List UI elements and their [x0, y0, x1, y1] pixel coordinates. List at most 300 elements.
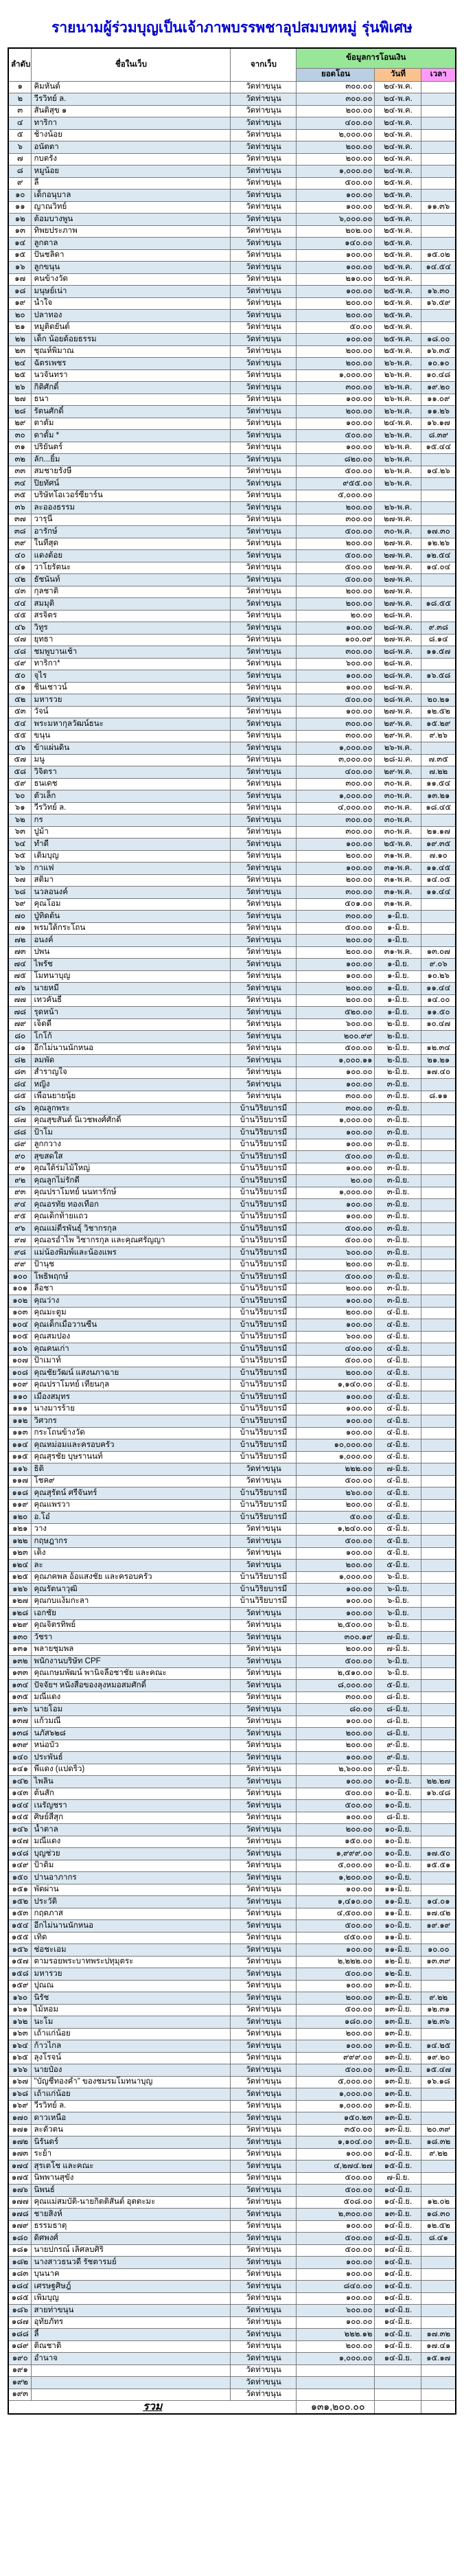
from-web-cell: วัดท่าขนุน — [231, 2364, 297, 2377]
from-web-cell: วัดท่าขนุน — [231, 1560, 297, 1572]
name-cell: นวจันทรา — [32, 369, 231, 382]
from-web-cell: วัดท่าขนุน — [231, 1523, 297, 1536]
row-index-cell: ๑๔๙ — [8, 1860, 32, 1872]
table-row — [8, 766, 456, 779]
from-web-cell: บ้านวิริยบารมี — [231, 1595, 297, 1608]
date-cell: ๓-มิ.ย. — [375, 1163, 421, 1175]
row-index-cell: ๑๔๔ — [8, 1800, 32, 1812]
row-index-cell: ๑๑๖ — [8, 1463, 32, 1476]
amount-cell: ๖๐๐.๐๐ — [297, 2305, 375, 2317]
from-web-cell: บ้านวิริยบารมี — [231, 1211, 297, 1223]
name-cell: คุณรัตนาวุฒิ — [32, 1584, 231, 1596]
amount-cell: ๕๐๐.๐๐ — [297, 1475, 375, 1488]
time-cell — [421, 273, 456, 286]
date-cell: ๓๑-พ.ค. — [375, 874, 421, 887]
row-index-cell: ๑๗ — [8, 273, 32, 286]
from-web-cell: วัดท่าขนุน — [231, 382, 297, 394]
time-cell — [421, 1295, 456, 1308]
name-cell: ประพันธ์ — [32, 1752, 231, 1764]
date-cell: ๒๔-พ.ค. — [375, 141, 421, 154]
table-row — [8, 1427, 456, 1439]
date-cell: ๒๕-พ.ค. — [375, 177, 421, 190]
table-row — [8, 1812, 456, 1824]
time-cell — [421, 1632, 456, 1644]
table-row — [8, 2281, 456, 2293]
row-index-cell: ๑๖๒ — [8, 2016, 32, 2029]
name-cell: คิมหันต์ — [32, 81, 231, 93]
time-cell — [421, 1115, 456, 1127]
table-row — [8, 598, 456, 611]
amount-cell: ๓๐๐.๐๐ — [297, 778, 375, 790]
row-index-cell: ๗๐ — [8, 911, 32, 923]
from-web-cell: วัดท่าขนุน — [231, 1776, 297, 1788]
from-web-cell: วัดท่าขนุน — [231, 214, 297, 226]
row-index-cell: ๒๘ — [8, 406, 32, 418]
from-web-cell: วัดท่าขนุน — [231, 93, 297, 106]
date-cell: ๕-มิ.ย. — [375, 1560, 421, 1572]
name-cell: ละตัวตน — [32, 2124, 231, 2136]
row-index-cell: ๑๑๒ — [8, 1415, 32, 1428]
row-index-cell: ๑๘๖ — [8, 2305, 32, 2317]
amount-cell: ๒๐.๐๐ — [297, 610, 375, 622]
table-row — [8, 2305, 456, 2317]
row-index-cell: ๕๖ — [8, 742, 32, 755]
row-index-cell: ๑๒๒ — [8, 1536, 32, 1548]
time-cell — [421, 1319, 456, 1332]
time-cell: ๑๘.๕๕ — [421, 598, 456, 611]
table-row — [8, 1740, 456, 1752]
amount-cell: ๓๐๐.๐๐ — [297, 887, 375, 899]
date-cell: ๒๕-พ.ค. — [375, 839, 421, 851]
from-web-cell: วัดท่าขนุน — [231, 1680, 297, 1692]
from-web-cell: วัดท่าขนุน — [231, 2257, 297, 2269]
from-web-cell: วัดท่าขนุน — [231, 2377, 297, 2389]
date-cell: ๓-มิ.ย. — [375, 1235, 421, 1247]
date-cell: ๒๖-พ.ค. — [375, 454, 421, 466]
name-cell: วัจน์ — [32, 706, 231, 718]
amount-cell: ๑๐๐.๐๐ — [297, 622, 375, 635]
time-cell — [421, 117, 456, 130]
date-cell: ๒๖-พ.ค. — [375, 382, 421, 394]
from-web-cell: วัดท่าขนุน — [231, 2148, 297, 2161]
from-web-cell: วัดท่าขนุน — [231, 1704, 297, 1716]
name-cell: ป้าเมาท์ — [32, 1355, 231, 1367]
row-index-cell: ๘๘ — [8, 1127, 32, 1139]
from-web-cell: บ้านวิริยบารมี — [231, 1512, 297, 1524]
date-cell: ๒๙-พ.ค. — [375, 766, 421, 779]
date-cell: ๑๔-มิ.ย. — [375, 2292, 421, 2305]
name-cell: นภัส๖๒๘ — [32, 1728, 231, 1740]
date-cell: ๖-มิ.ย. — [375, 1656, 421, 1668]
date-cell: ๑-มิ.ย. — [375, 983, 421, 995]
name-cell: ปพน — [32, 946, 231, 959]
amount-cell: ๓๕๐.๐๐ — [297, 2124, 375, 2136]
name-cell: ตามรอยพระบาทพระปทุมุตระ — [32, 1956, 231, 1968]
row-index-cell: ๑๕๒ — [8, 1896, 32, 1908]
time-cell: ๑๙.๒๐ — [421, 382, 456, 394]
date-cell: ๓-มิ.ย. — [375, 1103, 421, 1115]
date-cell: ๑-มิ.ย. — [375, 911, 421, 923]
row-index-cell: ๑๘๘ — [8, 2329, 32, 2341]
table-row — [8, 550, 456, 562]
row-index-cell: ๑๗๘ — [8, 2209, 32, 2221]
time-cell: ๑๗.๔๐ — [421, 1067, 456, 1079]
name-cell: ในที่สุด — [32, 538, 231, 550]
table-row — [8, 1619, 456, 1632]
name-cell: ตาตั้ม * — [32, 430, 231, 442]
table-row — [8, 2292, 456, 2305]
date-cell: ๑๓-มิ.ย. — [375, 2016, 421, 2029]
time-cell — [421, 658, 456, 670]
amount-cell: ๕๐๐.๐๐ — [297, 1151, 375, 1163]
amount-cell: ๒,๕๐๐.๐๐ — [297, 1619, 375, 1632]
row-index-cell: ๑๐๘ — [8, 1367, 32, 1380]
row-index-cell: ๔๘ — [8, 646, 32, 659]
table-row — [8, 1691, 456, 1704]
from-web-cell: วัดท่าขนุน — [231, 2076, 297, 2088]
from-web-cell: วัดท่าขนุน — [231, 2220, 297, 2233]
table-row — [8, 1127, 456, 1139]
amount-cell: ๑๐๐.๐๐ — [297, 1319, 375, 1332]
amount-cell: ๘๒๐.๐๐ — [297, 454, 375, 466]
from-web-cell: วัดท่าขนุน — [231, 922, 297, 935]
total-time-cell — [421, 2401, 456, 2414]
name-cell: วิจิตรา — [32, 766, 231, 779]
table-row — [8, 1319, 456, 1332]
date-cell: ๒๖-พ.ค. — [375, 406, 421, 418]
row-index-cell: ๑๘๕ — [8, 2292, 32, 2305]
table-row — [8, 1187, 456, 1199]
amount-cell: ๒๐๒.๐๐ — [297, 225, 375, 238]
table-row — [8, 1836, 456, 1848]
table-row — [8, 2268, 456, 2281]
date-cell: ๒๘-พ.ค. — [375, 646, 421, 659]
row-index-cell: ๑๓๖ — [8, 1704, 32, 1716]
from-web-cell: วัดท่าขนุน — [231, 2281, 297, 2293]
amount-cell: ๕๐๐.๐๐ — [297, 562, 375, 574]
name-cell: ชุณห์พิมาณ — [32, 345, 231, 358]
total-date-cell — [375, 2401, 421, 2414]
from-web-cell: บ้านวิริยบารมี — [231, 1235, 297, 1247]
name-cell: ลมพัด — [32, 1055, 231, 1067]
date-cell: ๘-มิ.ย. — [375, 1691, 421, 1704]
date-cell: ๑๓-มิ.ย. — [375, 2209, 421, 2221]
date-cell: ๑๐-มิ.ย. — [375, 1836, 421, 1848]
time-cell — [421, 177, 456, 190]
time-cell — [421, 93, 456, 106]
table-row — [8, 1680, 456, 1692]
amount-cell: ๑๐๐.๐๐ — [297, 1295, 375, 1308]
time-cell — [421, 225, 456, 238]
amount-cell: ๘๐.๐๐ — [297, 1704, 375, 1716]
name-cell: ลุงโรจน์ — [32, 2052, 231, 2064]
table-row — [8, 1488, 456, 1500]
header-date: วันที่ — [375, 68, 421, 81]
from-web-cell: บ้านวิริยบารมี — [231, 1103, 297, 1115]
date-cell: ๒๖-พ.ค. — [375, 742, 421, 755]
row-index-cell: ๓๗ — [8, 514, 32, 526]
name-cell: เพิ่มบุญ — [32, 2292, 231, 2305]
date-cell: ๖-มิ.ย. — [375, 1595, 421, 1608]
amount-cell: ๕๐๐.๐๐ — [297, 1920, 375, 1933]
table-row — [8, 730, 456, 742]
from-web-cell: วัดท่าขนุน — [231, 1079, 297, 1091]
time-cell — [421, 310, 456, 322]
amount-cell: ๑,๐๐๐.๐๐ — [297, 1571, 375, 1584]
date-cell: ๒๕-พ.ค. — [375, 225, 421, 238]
date-cell: ๑๔-มิ.ย. — [375, 2268, 421, 2281]
amount-cell: ๒๐.๐๐ — [297, 1175, 375, 1187]
row-index-cell: ๘๖ — [8, 1103, 32, 1115]
time-cell — [421, 2112, 456, 2125]
name-cell: ตาตั้ม — [32, 418, 231, 430]
name-cell: ละ — [32, 1560, 231, 1572]
table-row — [8, 658, 456, 670]
date-cell: ๑๐-มิ.ย. — [375, 1776, 421, 1788]
name-cell: บุนนาค — [32, 2268, 231, 2281]
table-row — [8, 1247, 456, 1259]
time-cell: ๑๗.๔๒ — [421, 1908, 456, 1920]
row-index-cell: ๑๑๐ — [8, 1391, 32, 1404]
row-index-cell: ๙๖ — [8, 1223, 32, 1235]
table-row — [8, 983, 456, 995]
amount-cell: ๒๐๐.๐๐ — [297, 1560, 375, 1572]
row-index-cell: ๑๐๖ — [8, 1343, 32, 1356]
from-web-cell: บ้านวิริยบารมี — [231, 1571, 297, 1584]
name-cell: ช่อชะเอม — [32, 1944, 231, 1957]
date-cell: ๑๕-มิ.ย. — [375, 2161, 421, 2173]
date-cell: ๑๓-มิ.ย. — [375, 2088, 421, 2101]
amount-cell: ๑๘๐.๐๐ — [297, 2016, 375, 2029]
amount-cell: ๑๐๐.๐๐ — [297, 1127, 375, 1139]
row-index-cell: ๑๓๒ — [8, 1656, 32, 1668]
date-cell: ๑๔-มิ.ย. — [375, 2281, 421, 2293]
amount-cell: ๒๐๐.๐๐ — [297, 598, 375, 611]
name-cell: เถ้าแก่น้อย — [32, 2028, 231, 2040]
amount-cell: ๒๐๐.๐๐ — [297, 1643, 375, 1656]
name-cell: ทิพยประภาพ — [32, 225, 231, 238]
table-row — [8, 1667, 456, 1680]
date-cell: ๖-มิ.ย. — [375, 1667, 421, 1680]
name-cell: ประวัติ — [32, 1896, 231, 1908]
time-cell — [421, 502, 456, 514]
table-row — [8, 2233, 456, 2245]
name-cell: สันติสุข ๑ — [32, 105, 231, 117]
from-web-cell: วัดท่าขนุน — [231, 970, 297, 983]
name-cell: พระมหากุลวัฒน์ธนะ — [32, 718, 231, 731]
amount-cell: ๕๐.๐๐ — [297, 1512, 375, 1524]
row-index-cell: ๑๒ — [8, 214, 32, 226]
table-row — [8, 670, 456, 683]
time-cell — [421, 1812, 456, 1824]
row-index-cell: ๑๒๕ — [8, 1571, 32, 1584]
amount-cell: ๑๕๐.๐๐ — [297, 1836, 375, 1848]
time-cell — [421, 1691, 456, 1704]
date-cell: ๓-มิ.ย. — [375, 1199, 421, 1211]
date-cell: ๓-มิ.ย. — [375, 1283, 421, 1295]
row-index-cell: ๑๕๑ — [8, 1884, 32, 1896]
date-cell: ๒๕-พ.ค. — [375, 310, 421, 322]
name-cell: วิศวกร — [32, 1415, 231, 1428]
row-index-cell: ๙๗ — [8, 1235, 32, 1247]
from-web-cell: วัดท่าขนุน — [231, 2305, 297, 2317]
time-cell — [421, 1427, 456, 1439]
date-cell: ๒๕-พ.ค. — [375, 321, 421, 334]
time-cell — [421, 586, 456, 598]
from-web-cell: วัดท่าขนุน — [231, 2209, 297, 2221]
date-cell: ๑๔-มิ.ย. — [375, 2340, 421, 2353]
date-cell: ๑๓-มิ.ย. — [375, 2004, 421, 2016]
date-cell: ๑๓-มิ.ย. — [375, 2100, 421, 2112]
name-cell: สติมา — [32, 874, 231, 887]
date-cell: ๒-มิ.ย. — [375, 1067, 421, 1079]
row-index-cell: ๑๓๑ — [8, 1643, 32, 1656]
name-cell: นิรันดร์ — [32, 2136, 231, 2149]
from-web-cell: วัดท่าขนุน — [231, 2172, 297, 2185]
amount-cell: ๔,๕๐๐.๐๐ — [297, 1908, 375, 1920]
time-cell: ๑๓.๒๑ — [421, 790, 456, 803]
from-web-cell: วัดท่าขนุน — [231, 562, 297, 574]
name-cell — [32, 2389, 231, 2401]
from-web-cell: วัดท่าขนุน — [231, 1860, 297, 1872]
row-index-cell: ๑๒๙ — [8, 1619, 32, 1632]
table-row — [8, 490, 456, 502]
table-row — [8, 2161, 456, 2173]
from-web-cell: วัดท่าขนุน — [231, 2124, 297, 2136]
amount-cell: ๑๐๐.๐๐ — [297, 1812, 375, 1824]
from-web-cell: วัดท่าขนุน — [231, 983, 297, 995]
time-cell: ๑๒.๕๔ — [421, 550, 456, 562]
amount-cell: ๑,๐๐๐.๐๐ — [297, 1451, 375, 1463]
name-cell: ลูกตาล — [32, 238, 231, 250]
time-cell — [421, 935, 456, 947]
from-web-cell: วัดท่าขนุน — [231, 682, 297, 694]
table-row — [8, 1908, 456, 1920]
date-cell: ๒๔-พ.ค. — [375, 166, 421, 178]
name-cell: ธนเดช — [32, 778, 231, 790]
total-row — [8, 2401, 456, 2414]
table-row — [8, 1031, 456, 1043]
from-web-cell: วัดท่าขนุน — [231, 718, 297, 731]
row-index-cell: ๙๕ — [8, 1211, 32, 1223]
name-cell: ดิศพงศ์ — [32, 2233, 231, 2245]
date-cell: ๓๑-พ.ค. — [375, 850, 421, 863]
amount-cell: ๔๕๐.๐๐ — [297, 1932, 375, 1944]
time-cell — [421, 1824, 456, 1836]
from-web-cell: บ้านวิริยบารมี — [231, 1488, 297, 1500]
name-cell: วีรวิทย์ ล. — [32, 2100, 231, 2112]
table-row — [8, 2329, 456, 2341]
time-cell — [421, 1439, 456, 1452]
time-cell: ๘.๔๑ — [421, 2233, 456, 2245]
time-cell: ๑๖.๓๐ — [421, 286, 456, 298]
amount-cell: ๕๐๐.๐๐ — [297, 1271, 375, 1284]
name-cell: คุณเด็กท้ายแถว — [32, 1211, 231, 1223]
row-index-cell: ๑๒๐ — [8, 1512, 32, 1524]
time-cell — [421, 1247, 456, 1259]
date-cell — [375, 490, 421, 502]
time-cell: ๑๙.๓๕ — [421, 839, 456, 851]
amount-cell: ๕,๐๐๐.๐๐ — [297, 490, 375, 502]
amount-cell: ๕๐๐.๐๐ — [297, 574, 375, 586]
date-cell: ๑-มิ.ย. — [375, 970, 421, 983]
from-web-cell: บ้านวิริยบารมี — [231, 1295, 297, 1308]
time-cell: ๑๕.๔๗ — [421, 2064, 456, 2077]
date-cell: ๒๔-พ.ค. — [375, 93, 421, 106]
time-cell — [421, 1379, 456, 1391]
time-cell: ๙.๒๖ — [421, 730, 456, 742]
time-cell: ๘.๑๑ — [421, 1091, 456, 1103]
from-web-cell: วัดท่าขนุน — [231, 1800, 297, 1812]
time-cell — [421, 1199, 456, 1211]
date-cell: ๒๕-พ.ค. — [375, 249, 421, 262]
table-row — [8, 1608, 456, 1620]
table-row — [8, 297, 456, 310]
from-web-cell: วัดท่าขนุน — [231, 1091, 297, 1103]
row-index-cell: ๑๗๓ — [8, 2148, 32, 2161]
name-cell: สมมุติ — [32, 598, 231, 611]
amount-cell: ๑๐๐.๐๐ — [297, 1547, 375, 1560]
time-cell: ๑๔.๐๑ — [421, 1896, 456, 1908]
from-web-cell: บ้านวิริยบารมี — [231, 1427, 297, 1439]
row-index-cell: ๑๖๓ — [8, 2028, 32, 2040]
time-cell: ๑๔.๐๔ — [421, 562, 456, 574]
table-row — [8, 1307, 456, 1319]
row-index-cell: ๑๒๗ — [8, 1595, 32, 1608]
date-cell: ๑๑-มิ.ย. — [375, 1884, 421, 1896]
from-web-cell: วัดท่าขนุน — [231, 2004, 297, 2016]
time-cell — [421, 898, 456, 911]
row-index-cell: ๑๖๐ — [8, 1992, 32, 2005]
from-web-cell: วัดท่าขนุน — [231, 105, 297, 117]
name-cell: กาแฟ — [32, 863, 231, 875]
from-web-cell: บ้านวิริยบารมี — [231, 1355, 297, 1367]
amount-cell: ๑๐๐.๐๐ — [297, 1776, 375, 1788]
row-index-cell: ๗๙ — [8, 1018, 32, 1031]
from-web-cell: วัดท่าขนุน — [231, 994, 297, 1007]
name-cell: ไพรัช — [32, 959, 231, 971]
time-cell — [421, 1355, 456, 1367]
from-web-cell: วัดท่าขนุน — [231, 2389, 297, 2401]
name-cell: คุณแม่ตีรพันธุ์ วิชากรกุล — [32, 1223, 231, 1235]
name-cell: ระย้า — [32, 2148, 231, 2161]
table-row — [8, 2100, 456, 2112]
amount-cell: ๒๐๐.๐๐ — [297, 1992, 375, 2005]
amount-cell: ๒,๒๒๒.๐๐ — [297, 1956, 375, 1968]
date-cell: ๒๗-พ.ค. — [375, 562, 421, 574]
row-index-cell: ๑๖๔ — [8, 2040, 32, 2053]
from-web-cell: วัดท่าขนุน — [231, 898, 297, 911]
from-web-cell: วัดท่าขนุน — [231, 502, 297, 514]
name-cell: ปิยทัศน์ — [32, 478, 231, 490]
table-row — [8, 1536, 456, 1548]
time-cell — [421, 1463, 456, 1476]
row-index-cell: ๑๙ — [8, 297, 32, 310]
row-index-cell: ๑๕ — [8, 249, 32, 262]
amount-cell: ๑๐๐.๐๐ — [297, 1079, 375, 1091]
date-cell: ๓-มิ.ย. — [375, 1175, 421, 1187]
amount-cell: ๒๐๐.๐๐ — [297, 297, 375, 310]
from-web-cell: บ้านวิริยบารมี — [231, 1259, 297, 1271]
time-cell — [421, 1271, 456, 1284]
from-web-cell: วัดท่าขนุน — [231, 2136, 297, 2149]
time-cell: ๑๙.๒๐ — [421, 2052, 456, 2064]
time-cell — [421, 1175, 456, 1187]
row-index-cell: ๗๘ — [8, 1007, 32, 1019]
table-row — [8, 1018, 456, 1031]
amount-cell: ๕๐๐.๐๐ — [297, 1235, 375, 1247]
row-index-cell: ๒๔ — [8, 358, 32, 370]
